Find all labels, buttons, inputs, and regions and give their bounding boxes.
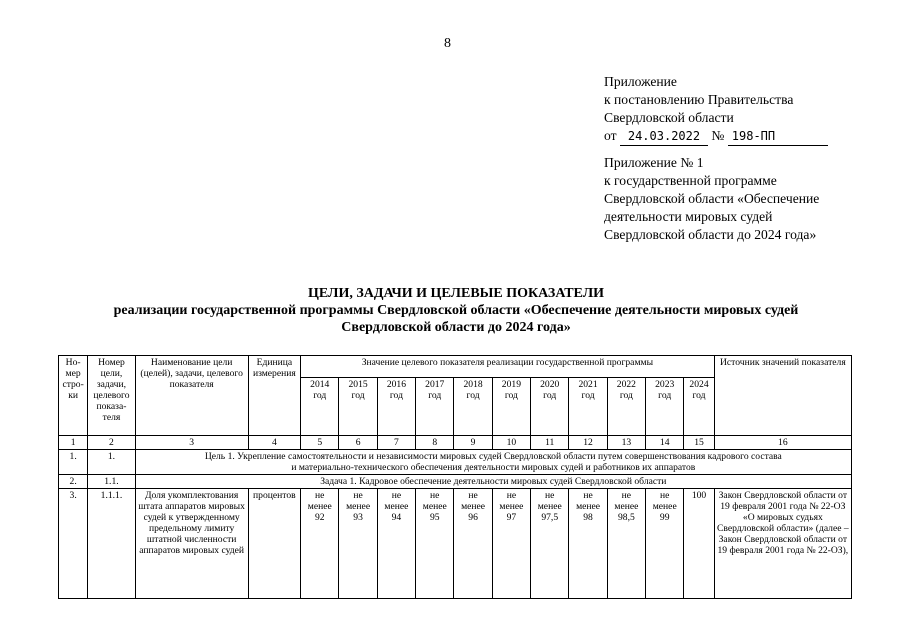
table-row: [59, 489, 852, 599]
header-unit: Единица измерения: [248, 356, 300, 436]
column-number: 5: [301, 436, 339, 450]
indicator-unit: процентов: [248, 489, 300, 599]
indicator-value: не менее 94: [377, 489, 415, 599]
indicator-value: не менее 99: [646, 489, 684, 599]
row-number: 3.: [59, 489, 88, 599]
column-number: 12: [569, 436, 607, 450]
indicator-source: Закон Свердловской области от 19 февраля 2001 года № 22-ОЗ «О мировых судьях Свердловской области» (далее – Закон Свердловской области от 19 февраля 2001 года № 22-ОЗ),: [714, 489, 851, 599]
appendix-date-line: [604, 127, 828, 146]
program-appendix-block: [604, 154, 819, 244]
header-year: 2016 год: [377, 378, 415, 436]
header-year: 2021 год: [569, 378, 607, 436]
document-subtitle-line-2: Свердловской области до 2024 года»: [341, 320, 571, 335]
row-number: 2.: [59, 475, 88, 489]
indicator-value: не менее 97: [492, 489, 530, 599]
column-number: 3: [135, 436, 248, 450]
column-number: 8: [416, 436, 454, 450]
indicator-value: не менее 95: [416, 489, 454, 599]
program-line-5: Свердловской области до 2024 года»: [604, 227, 817, 242]
column-number: 6: [339, 436, 377, 450]
goal-number: 1.: [88, 450, 135, 475]
appendix-line-2: к постановлению Правительства: [604, 92, 794, 107]
appendix-line-1: Приложение: [604, 74, 677, 89]
column-number: 13: [607, 436, 645, 450]
header-name: Наименование цели (целей), задачи, целевого показателя: [135, 356, 248, 436]
row-number: 1.: [59, 450, 88, 475]
program-line-3: Свердловской области «Обеспечение: [604, 191, 820, 206]
program-line-4: деятельности мировых судей: [604, 209, 773, 224]
header-year: 2022 год: [607, 378, 645, 436]
date-value: 24.03.2022: [620, 127, 708, 146]
goal-text-line-2: и материально-технического обеспечения деятельности мировых судей и работников их аппаратов: [291, 462, 696, 473]
goal-number: 1.1.1.: [88, 489, 135, 599]
header-year: 2017 год: [416, 378, 454, 436]
document-title: ЦЕЛИ, ЗАДАЧИ И ЦЕЛЕВЫЕ ПОКАЗАТЕЛИ: [307, 286, 605, 301]
column-number: 14: [646, 436, 684, 450]
header-year: 2024 год: [684, 378, 714, 436]
indicator-value: не менее 97,5: [531, 489, 569, 599]
header-year: 2020 год: [531, 378, 569, 436]
column-number: 16: [714, 436, 851, 450]
header-values-group: Значение целевого показателя реализации государственной программы: [301, 356, 715, 378]
header-year: 2018 год: [454, 378, 492, 436]
column-number: 9: [454, 436, 492, 450]
program-line-2: к государственной программе: [604, 173, 777, 188]
indicator-value: не менее 98: [569, 489, 607, 599]
indicator-value: не менее 93: [339, 489, 377, 599]
header-row-number: Но- мер стро- ки: [59, 356, 88, 436]
indicator-value: не менее 96: [454, 489, 492, 599]
number-value: 198-ПП: [728, 127, 828, 146]
header-year: 2019 год: [492, 378, 530, 436]
indicator-name: Доля укомплектования штата аппаратов мировых судей к утвержденному предельному лимиту штатной численности аппаратов мировых судей: [135, 489, 248, 599]
column-number: 4: [248, 436, 300, 450]
indicator-value: не менее 92: [301, 489, 339, 599]
header-year: 2023 год: [646, 378, 684, 436]
document-subtitle-line-1: реализации государственной программы Свердловской области «Обеспечение деятельности мировых судей: [113, 303, 799, 318]
table-row: [59, 475, 852, 489]
header-source: Источник значений показателя: [714, 356, 851, 436]
column-number: 7: [377, 436, 415, 450]
column-number: 15: [684, 436, 714, 450]
table-row: [59, 450, 852, 475]
program-line-1: Приложение № 1: [604, 155, 704, 170]
column-number: 2: [88, 436, 135, 450]
goal-text: [135, 450, 851, 475]
header-goal-number: Номер цели, задачи, целевого показа- теля: [88, 356, 135, 436]
task-text: Задача 1. Кадровое обеспечение деятельности мировых судей Свердловской области: [135, 475, 851, 489]
goal-text-line-1: Цель 1. Укрепление самостоятельности и независимости мировых судей Свердловской области путем совершенствования кадрового состава: [204, 451, 782, 462]
column-number: 1: [59, 436, 88, 450]
page-number: 8: [444, 36, 451, 51]
appendix-to-resolution-block: [604, 73, 828, 146]
number-prefix: №: [711, 128, 725, 143]
date-prefix: от: [604, 128, 617, 143]
indicators-table: [58, 355, 852, 599]
header-year: 2014 год: [301, 378, 339, 436]
column-number: 10: [492, 436, 530, 450]
appendix-line-3: Свердловской области: [604, 110, 734, 125]
column-number: 11: [531, 436, 569, 450]
indicator-value: 100: [684, 489, 714, 599]
goal-number: 1.1.: [88, 475, 135, 489]
indicator-value: не менее 98,5: [607, 489, 645, 599]
header-year: 2015 год: [339, 378, 377, 436]
